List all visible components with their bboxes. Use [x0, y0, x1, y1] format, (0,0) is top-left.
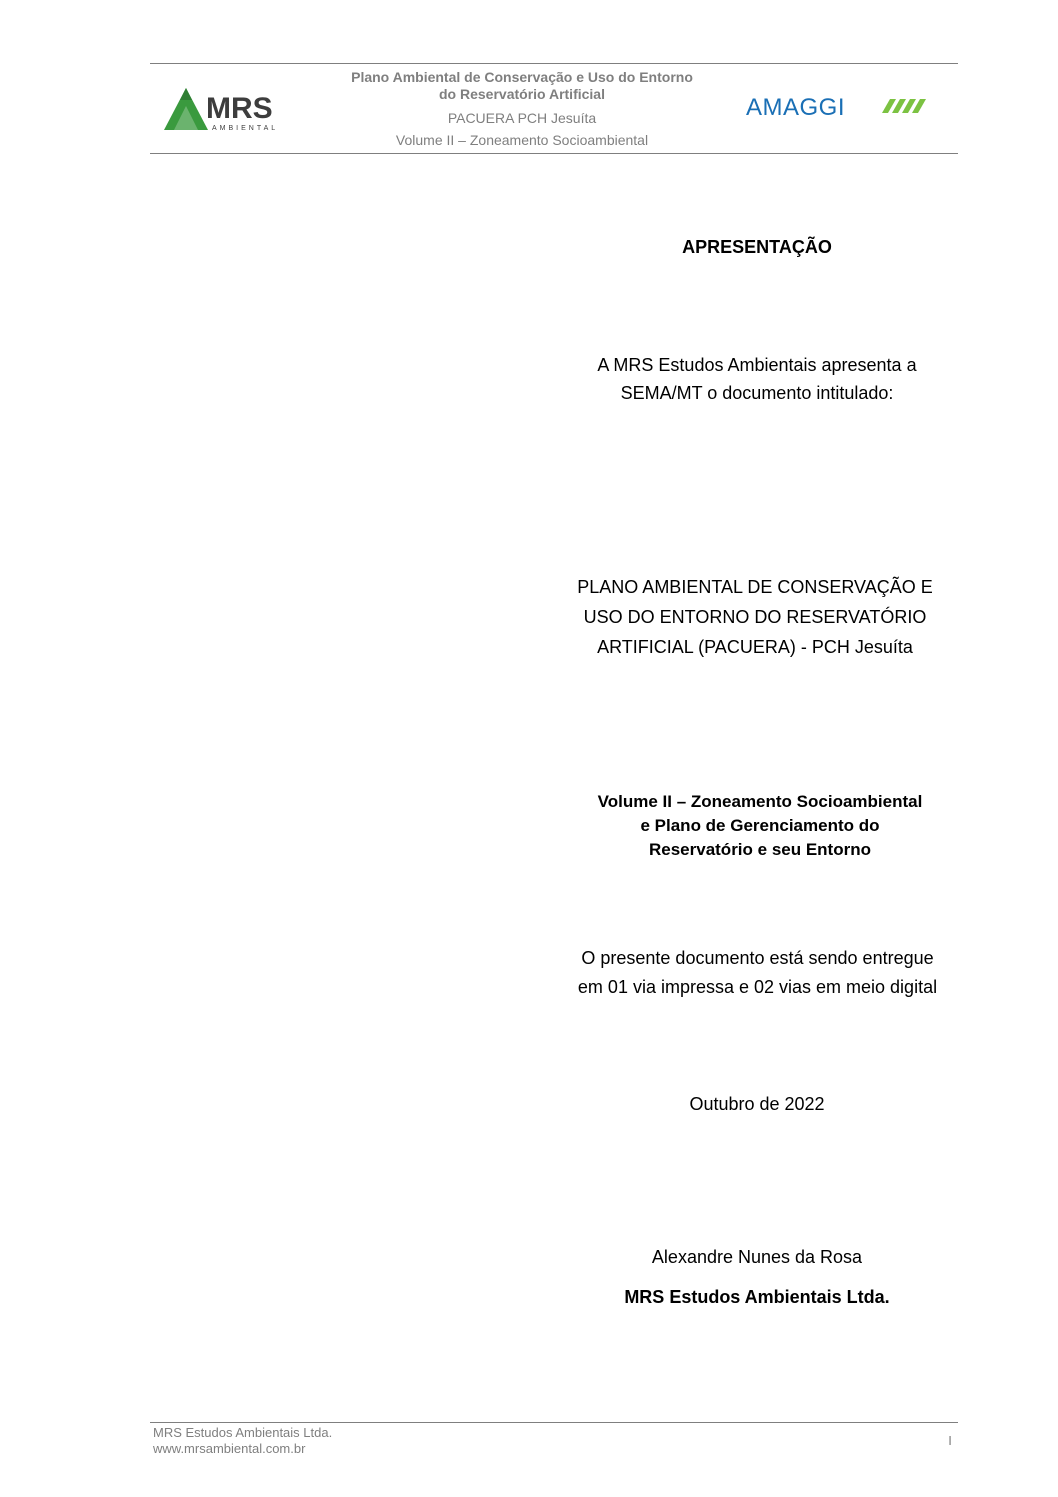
mrs-logo-text: MRS [206, 92, 273, 125]
header-bottom-rule [150, 153, 958, 154]
volume-title-line: Volume II – Zoneamento Socioambiental [597, 792, 923, 811]
page-number: I [948, 1433, 952, 1448]
document-title-line: PLANO AMBIENTAL DE CONSERVAÇÃO E [577, 577, 933, 597]
header-title-line2: do Reservatório Artificial [439, 86, 605, 102]
volume-title-line: Reservatório e seu Entorno [648, 840, 871, 859]
header-subtitle: PACUERA PCH Jesuíta [447, 110, 597, 126]
delivery-note [540, 944, 975, 1002]
page-heading: APRESENTAÇÃO [682, 237, 832, 257]
header-volume: Volume II – Zoneamento Socioambiental [395, 132, 649, 148]
delivery-line: O presente documento está sendo entregue [581, 948, 934, 968]
delivery-line: em 01 via impressa e 02 vias em meio digital [577, 977, 938, 997]
author-name: Alexandre Nunes da Rosa [651, 1247, 863, 1267]
footer-company: MRS Estudos Ambientais Ltda. [153, 1425, 333, 1440]
document-title-line: ARTIFICIAL (PACUERA) - PCH Jesuíta [597, 637, 913, 657]
company-name: MRS Estudos Ambientais Ltda. [624, 1287, 890, 1307]
document-title-line: USO DO ENTORNO DO RESERVATÓRIO [583, 607, 927, 627]
volume-title [540, 790, 980, 862]
amaggi-logo-text: AMAGGI [746, 94, 846, 121]
intro-line: A MRS Estudos Ambientais apresenta a [597, 355, 917, 375]
intro-paragraph [557, 351, 957, 407]
amaggi-mark-icon [882, 99, 926, 113]
footer-rule [150, 1422, 958, 1423]
document-date: Outubro de 2022 [689, 1094, 825, 1114]
header-top-rule [150, 63, 958, 64]
intro-line: SEMA/MT o documento intitulado: [620, 383, 894, 403]
footer-website: www.mrsambiental.com.br [153, 1441, 306, 1456]
volume-title-line: e Plano de Gerenciamento do [640, 816, 880, 835]
footer-info [153, 1425, 332, 1457]
mrs-logo-subtext: AMBIENTAL [212, 125, 279, 132]
header-title-line1: Plano Ambiental de Conservação e Uso do Entorno [351, 69, 693, 85]
mrs-ambiental-logo [162, 84, 294, 132]
amaggi-logo [746, 93, 940, 121]
document-title [540, 572, 970, 662]
